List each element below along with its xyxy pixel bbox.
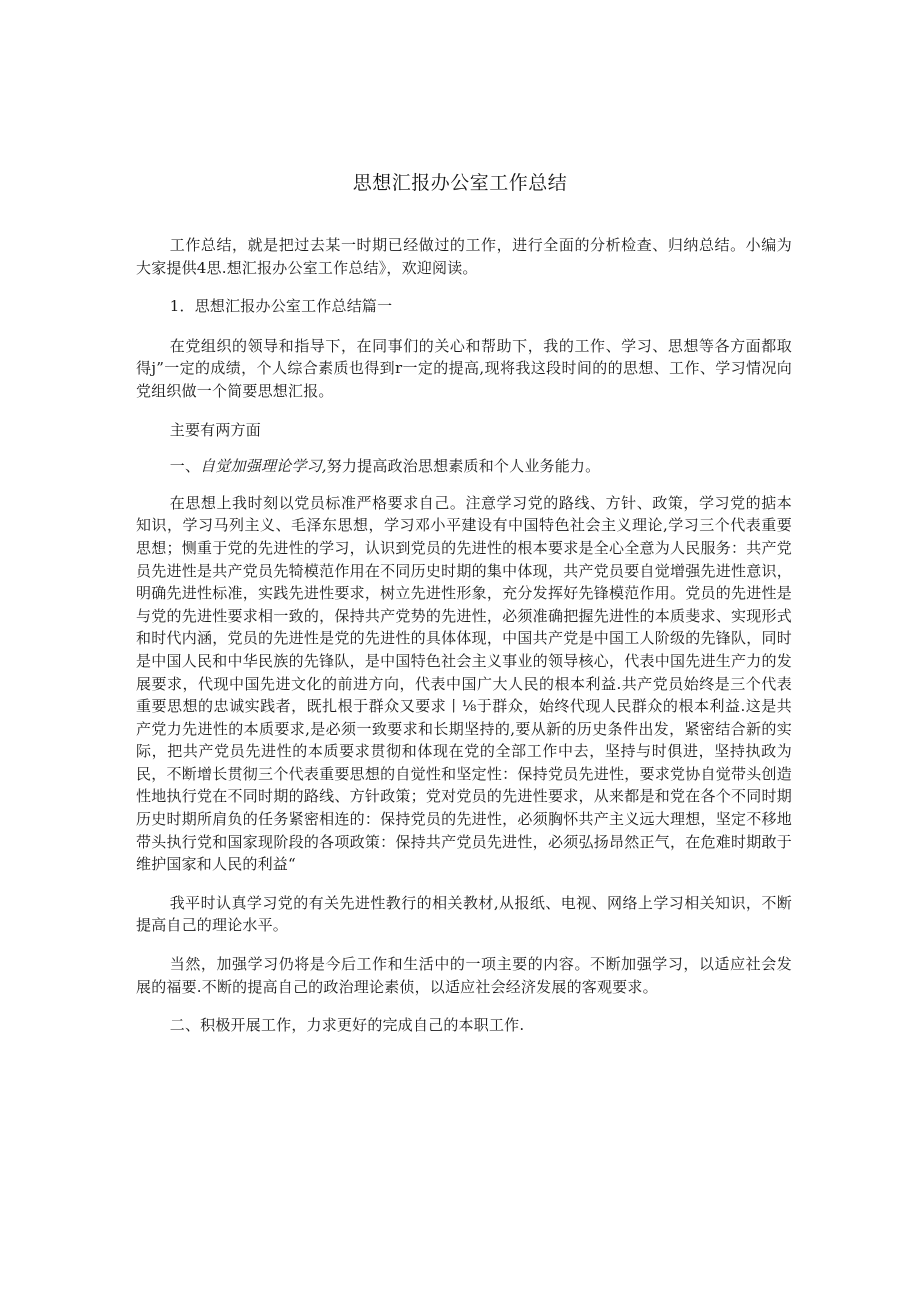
section-heading: 1．思想汇报办公室工作总结篇一 bbox=[169, 297, 393, 316]
paragraph-two-aspects: 主要有两方面 bbox=[169, 420, 261, 439]
intro-paragraph: 工作总结，就是把过去某一时期已经做过的工作，进行全面的分析检查、归纳总结。小编为大家提供4思.想汇报办公室工作总结》，欢迎阅读。 bbox=[136, 236, 792, 277]
paragraph-study-materials: 我平时认真学习党的有关先进性教行的相关教材,从报纸、电视、网络上学习相关知识，不断提高自己的理论水平。 bbox=[136, 893, 792, 935]
point-one-italic: 自觉加强理论学习, bbox=[200, 457, 327, 476]
paragraph-opening: 在党组织的领导和指导下，在同事们的关心和帮助下，我的工作、学习、思想等各方面都取得j”一定的成绩，个人综合素质也得到r一定的提高,现将我这段时间的的思想、工作、学习情况向党组织做一个简要思想汇报。 bbox=[136, 336, 792, 400]
point-one-rest: 努力提高政治思想素质和个人业务能力。 bbox=[326, 457, 601, 476]
point-two: 二、积极开展工作，力求更好的完成自己的本职工作. bbox=[169, 1016, 525, 1035]
point-one-prefix: 一、 bbox=[169, 457, 201, 476]
paragraph-advancedness: 在思想上我时刻以党员标准严格要求自己。注意学习党的路线、方针、政策，学习党的掂本知识，学习马列主义、毛泽东思想，学习邓小平建设有中国特色社会主义理论,学习三个代表重要思想；恻重于党的先进性的学习，认识到党员的先进性的根本要求是全心全意为人民服务：共产党员先进性是共产党员先犄模范作用在不同历史时期的集中体现，共产党员要自觉增强先进性意识，明确先进性标准，实践先进性要求，树立先进性形象，充分发挥好先锋模范作用。党员的先进性是与党的先进性要求相一致的，保持共产党势的先进性，必须准确把握先进性的本质斐求、实现形式和时代内涵，党员的先进性是党的先进性的具体体现，中国共产党是中国工人阶级的先锋队，同时是中国人民和中华民族的先锋队，是中国特色社会主义事业的领导核心，代表中国先进生产力的发展要求，代现中国先进文化的前进方向，代表中国广大人民的根本利益.共产党员始终是三个代表重要思想的忠诚实践者，既扎根于群众又要求丨⅛于群众，始终代现人民群众的根本利益.这是共产党力先进性的本质要求,是必须一致要求和长期坚持的,要从新的历史条件出发，紧密结合新的实际，把共产党员先进性的本质要求贯彻和体现在党的全部工作中去，坚持与时俱进，坚持执政为民，不断增长贯彻三个代表重要思想的自觉性和坚定性：保持党员先进性，要求党协自觉带头创造性地执行党在不同时期的路线、方针政策；党对党员的先进性要求，从来都是和党在各个不同时期历史时期所肩负的任务紧密相连的：保持党员的先进性，必须胸怀共产主义远大理想，坚定不移地带头执行党和国家现阶段的各项政策：保持共产党员先进性，必须弘扬昂然正气，在危难时期敢于维护国家和人民的利益“ bbox=[136, 493, 792, 874]
point-one bbox=[136, 455, 792, 478]
paragraph-continue-learning: 当然，加强学习仍将是今后工作和生活中的一项主要的内容。不断加强学习，以适应社会发展的福要.不断的提高自己的政治理论素侦，以适应社会经济发展的客观要求。 bbox=[136, 955, 792, 996]
document-body bbox=[136, 234, 792, 1053]
document-title: 思想汇报办公室工作总结 bbox=[352, 172, 568, 194]
